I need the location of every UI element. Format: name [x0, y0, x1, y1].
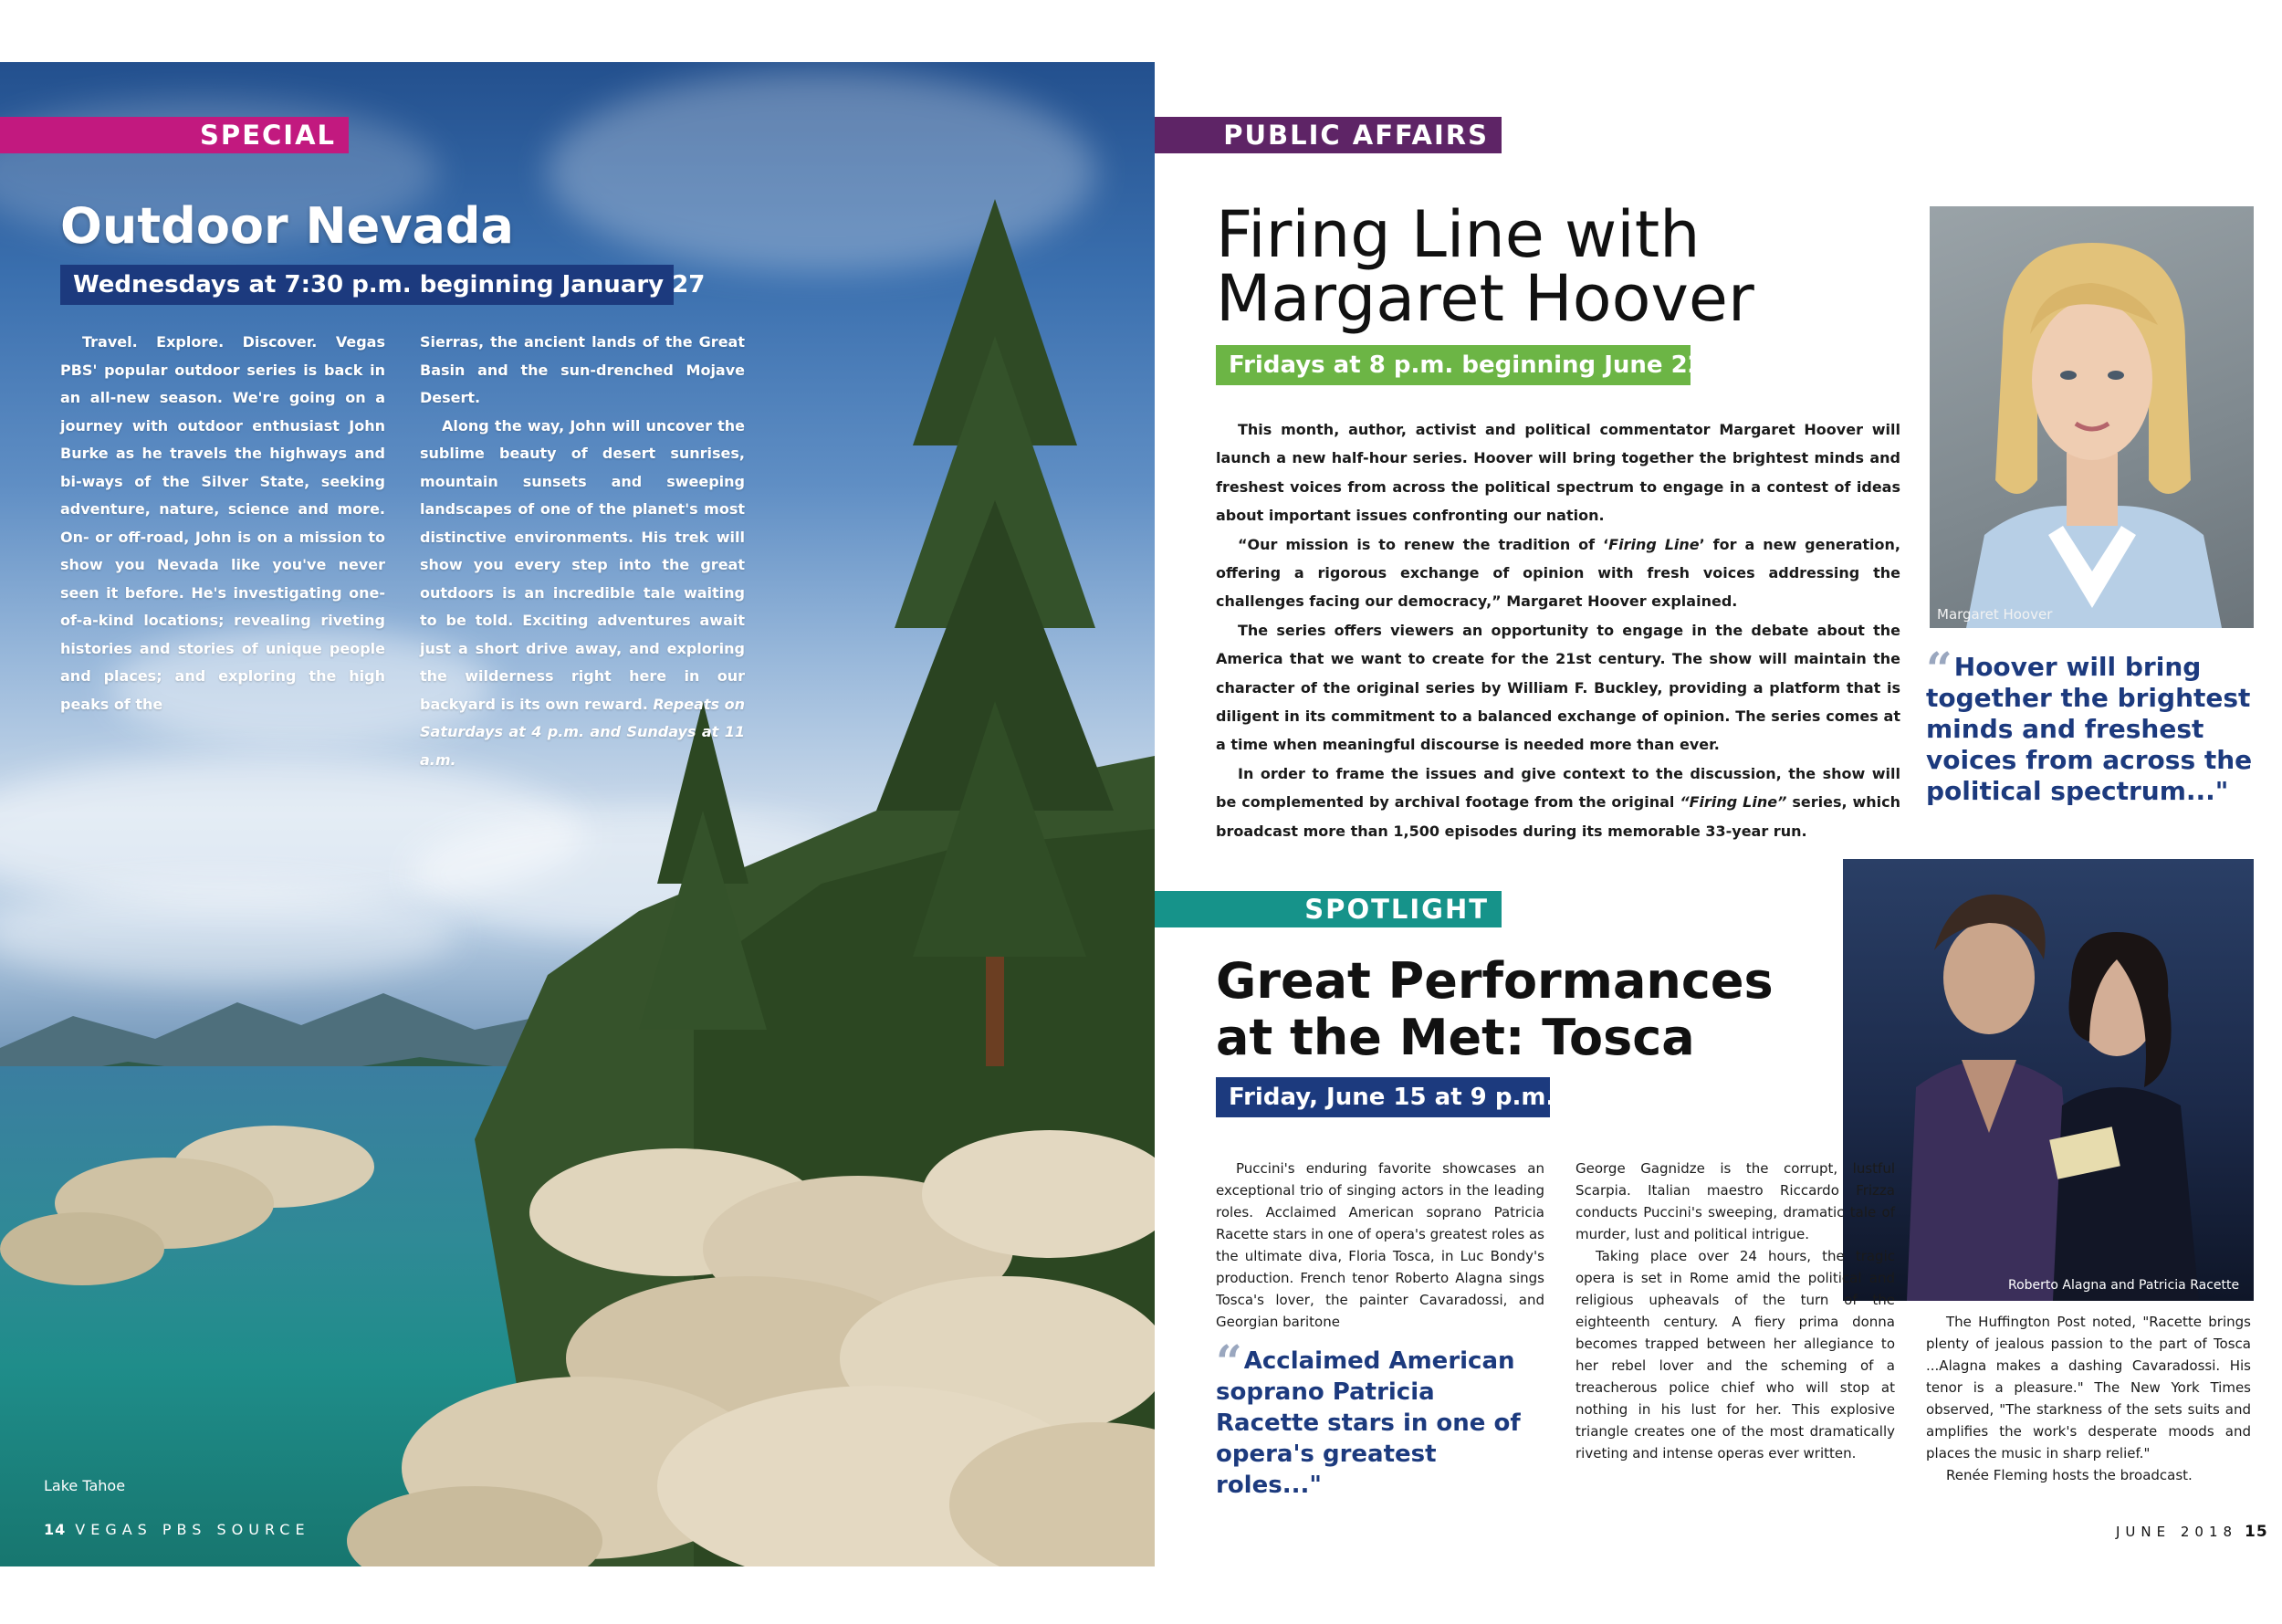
- magazine-name: VEGAS PBS SOURCE: [75, 1521, 310, 1538]
- pull-quote-tosca: “Acclaimed American soprano Patricia Racette stars in one of opera's greatest roles...": [1216, 1335, 1521, 1499]
- tosca-column-2: [1575, 1158, 1895, 1464]
- section-tag-special: SPECIAL: [0, 117, 349, 153]
- firing-line-title: [1216, 197, 1754, 336]
- firing-line-article: [1216, 415, 1900, 845]
- outdoor-nevada-schedule: Wednesdays at 7:30 p.m. beginning January 27: [60, 265, 674, 305]
- tosca-column-3: [1926, 1311, 2251, 1486]
- pull-quote-hoover: “Hoover will bring together the brightest minds and freshest voices from across the political spectrum...": [1926, 642, 2253, 806]
- outdoor-nevada-paragraph: Along the way, John will uncover the sublime beauty of desert sunrises, mountain sunsets and sweeping landscapes of one of the planet's most distinctive environments. His trek will show you every step into the great outdoors is an incredible tale waiting to be told. Exciting adventures await just a short drive away, and exploring the wilderness right here in our backyard is its own reward. Repeats on Saturdays at 4 p.m. and Sundays at 11 a.m.: [420, 416, 745, 769]
- section-tag-spotlight: SPOTLIGHT: [1155, 891, 1502, 927]
- tosca-column-1: [1216, 1158, 1544, 1333]
- article-paragraph: The Huffington Post noted, "Racette brings plenty of jealous passion to the part of Tosca ...Alagna makes a dashing Cavaradossi. His tenor is a pleasure." The New York Times observed, "The starkness of the sets suits and amplifies the work's desperate moods and places the music in sharp relief.": [1926, 1314, 2251, 1462]
- folio-right: [2116, 1523, 2268, 1541]
- article-paragraph: This month, author, activist and political commentator Margaret Hoover will launch a new half-hour series. Hoover will bring together the brightest minds and freshest voices from across the political spectrum to engage in a contest of ideas about important issues confronting our nation.: [1216, 421, 1900, 525]
- folio-left: [44, 1521, 310, 1538]
- outdoor-nevada-paragraph: Sierras, the ancient lands of the Great Basin and the sun-drenched Mojave Desert.: [420, 333, 745, 406]
- tosca-performance-photo: [1843, 859, 2254, 1301]
- title-line: Firing Line with: [1216, 197, 1701, 272]
- repeats-note: Repeats on Saturdays at 4 p.m. and Sundays at 11 a.m.: [420, 695, 745, 769]
- outdoor-nevada-column-2: [420, 329, 745, 774]
- article-paragraph: Taking place over 24 hours, the tragic opera is set in Rome amid the political and religious upheavals of the turn of the eighteenth century. A fiery prima donna becomes trapped between her allegiance to her rebel lover and the scheming of a treacherous police chief who will stop at nothing in his lust for her. This explosive triangle creates one of the most dramatically riveting and intense operas ever written.: [1575, 1248, 1895, 1462]
- article-paragraph: George Gagnidze is the corrupt, lustful Scarpia. Italian maestro Riccardo Frizza conducts Puccini's sweeping, dramatic tale of murder, lust and political intrigue.: [1575, 1160, 1895, 1242]
- title-line: Great Performances: [1216, 952, 1774, 1010]
- article-paragraph: “Our mission is to renew the tradition of ‘Firing Line’ for a new generation, offering a rigorous exchange of opinion with fresh voices addressing the challenges facing our democracy,” Margaret Hoover explained.: [1216, 535, 1901, 611]
- title-line: at the Met: Tosca: [1216, 1009, 1695, 1066]
- page-number-right: 15: [2245, 1523, 2268, 1541]
- section-tag-public-affairs: PUBLIC AFFAIRS: [1155, 117, 1502, 153]
- title-line: Margaret Hoover: [1216, 261, 1754, 336]
- photo-caption-lake-tahoe: Lake Tahoe: [44, 1477, 126, 1494]
- article-paragraph: The series offers viewers an opportunity to engage in the debate about the America that we want to create for the 21st century. The show will maintain the character of the original series by William F. Buckley, providing a platform that is diligent in its commitment to a balanced exchange of opinion. The series comes at a time when meaningful discourse is needed more than ever.: [1216, 621, 1900, 754]
- quote-mark-icon: “: [1216, 1335, 1242, 1388]
- page-number-left: 14: [44, 1521, 67, 1538]
- tosca-title: [1216, 953, 1774, 1066]
- tosca-schedule: Friday, June 15 at 9 p.m.: [1216, 1077, 1550, 1117]
- article-paragraph: In order to frame the issues and give context to the discussion, the show will be complemented by archival footage from the original “Firing Line” series, which broadcast more than 1,500 episodes during its memorable 33-year run.: [1216, 764, 1901, 840]
- firing-line-schedule: Fridays at 8 p.m. beginning June 22: [1216, 345, 1691, 385]
- margaret-hoover-photo: [1930, 206, 2254, 628]
- photo-caption-tosca: Roberto Alagna and Patricia Racette: [2008, 1278, 2240, 1293]
- photo-caption-margaret-hoover: Margaret Hoover: [1937, 606, 2053, 623]
- article-paragraph: Renée Fleming hosts the broadcast.: [1946, 1467, 2193, 1483]
- article-paragraph: Puccini's enduring favorite showcases an exceptional trio of singing actors in the leading roles. Acclaimed American soprano Patricia Racette stars in one of opera's greatest roles as the ultimate diva, Floria Tosca, in Luc Bondy's production. French tenor Roberto Alagna sings Tosca's lover, the painter Cavaradossi, and Georgian baritone: [1216, 1160, 1544, 1330]
- issue-date: JUNE 2018: [2116, 1524, 2238, 1540]
- outdoor-nevada-column-1: [60, 329, 385, 718]
- quote-mark-icon: “: [1926, 642, 1952, 696]
- outdoor-nevada-paragraph: Travel. Explore. Discover. Vegas PBS' popular outdoor series is back in an all-new season. We're going on a journey with outdoor enthusiast John Burke as he travels the highways and bi-ways of the Silver State, seeking adventure, nature, science and more. On- or off-road, John is on a mission to show you Nevada like you've never seen it before. He's investigating one-of-a-kind locations; revealing riveting histories and stories of unique people and places; and exploring the high peaks of the: [60, 333, 385, 713]
- outdoor-nevada-title: Outdoor Nevada: [60, 197, 514, 255]
